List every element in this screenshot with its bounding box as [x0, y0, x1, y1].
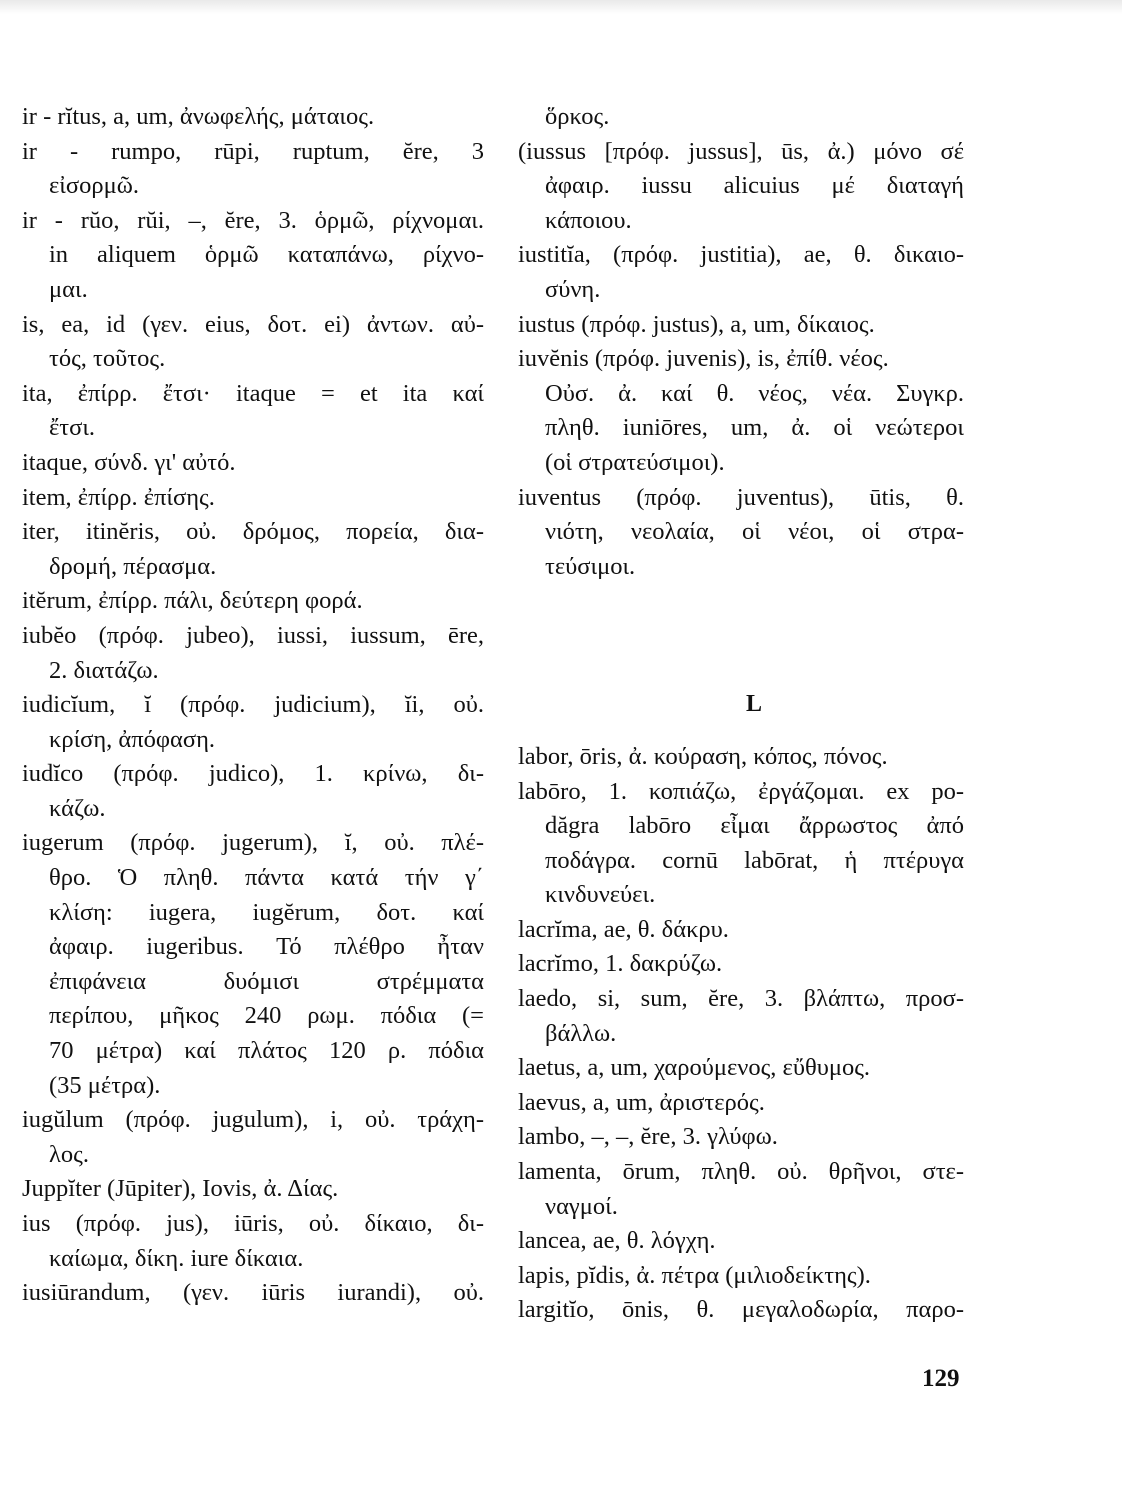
dictionary-line: λος.: [49, 1140, 89, 1168]
dictionary-line: περίπου, μῆκος 240 ρωμ. πόδια (=: [49, 1002, 484, 1030]
dictionary-line: ἐπιφάνεια δυόμισι στρέμματα: [49, 967, 484, 995]
dictionary-line: τεύσιμοι.: [545, 552, 636, 580]
dictionary-line: (οἱ στρατεύσιμοι).: [545, 448, 725, 476]
dictionary-line: (iussus [πρόφ. jussus], ūs, ἀ.) μόνο σέ: [518, 137, 964, 165]
dictionary-line: largitĭo, ōnis, θ. μεγαλοδωρία, παρο-: [518, 1296, 964, 1324]
dictionary-line: 2. διατάζω.: [49, 656, 159, 684]
dictionary-line: iter, itinĕris, οὐ. δρόμος, πορεία, δια-: [22, 518, 484, 546]
dictionary-line: iustus (πρόφ. justus), a, um, δίκαιος.: [518, 310, 875, 338]
dictionary-line: dăgra labōro εἶμαι ἄρρωστος ἀπό: [545, 812, 964, 840]
dictionary-line: iustitĭa, (πρόφ. justitia), ae, θ. δικαιο-: [518, 241, 964, 269]
dictionary-line: ἀφαιρ. iussu alicuius μέ διαταγή: [545, 172, 964, 200]
dictionary-line: ναγμοί.: [545, 1192, 618, 1220]
dictionary-line: lacrĭmo, 1. δακρύζω.: [518, 950, 723, 978]
dictionary-line: θρο. Ὁ πληθ. πάντα κατά τήν γ΄: [49, 864, 484, 892]
dictionary-line: laevus, a, um, ἀριστερός.: [518, 1088, 765, 1116]
dictionary-line: ita, ἐπίρρ. ἔτσι· itaque = et ita καί: [22, 379, 484, 407]
dictionary-line: ἔτσι.: [49, 414, 96, 442]
dictionary-line: μαι.: [49, 275, 88, 303]
dictionary-line: κρίση, ἀπόφαση.: [49, 725, 216, 753]
dictionary-line: labōro, 1. κοπιάζω, ἐργάζομαι. ex po-: [518, 777, 964, 805]
dictionary-line: ius (πρόφ. jus), iūris, οὐ. δίκαιο, δι-: [22, 1210, 484, 1237]
dictionary-line: iuventus (πρόφ. juventus), ūtis, θ.: [518, 483, 964, 511]
dictionary-line: is, ea, id (γεν. eius, δοτ. ei) ἀντων. αὐ-: [22, 310, 484, 338]
dictionary-line: βάλλω.: [545, 1019, 617, 1047]
right-column-top: [518, 100, 964, 584]
dictionary-line: ir - rĭtus, a, um, ἀνωφελής, μάταιος.: [22, 103, 375, 130]
dictionary-line: item, ἐπίρρ. ἐπίσης.: [22, 483, 215, 511]
section-letter-heading: L: [745, 691, 762, 718]
dictionary-line: itĕrum, ἐπίρρ. πάλι, δεύτερη φορά.: [22, 587, 363, 615]
dictionary-line: laetus, a, um, χαρούμενος, εὔθυμος.: [518, 1054, 871, 1082]
dictionary-line: Juppĭter (Jūpiter), Iovis, ἀ. Δίας.: [22, 1175, 339, 1203]
dictionary-line: δρομή, πέρασμα.: [49, 552, 217, 580]
dictionary-line: 70 μέτρα) καί πλάτος 120 ρ. πόδια: [49, 1037, 484, 1065]
dictionary-line: ποδάγρα. cornū labōrat, ἡ πτέρυγα: [545, 846, 964, 874]
dictionary-line: iuvĕnis (πρόφ. juvenis), is, ἐπίθ. νέος.: [518, 345, 889, 373]
dictionary-line: iugerum (πρόφ. jugerum), ĭ, οὐ. πλέ-: [22, 829, 484, 857]
dictionary-line: lacrĭma, ae, θ. δάκρυ.: [518, 915, 729, 943]
dictionary-line: νιότη, νεολαία, οἱ νέοι, οἱ στρα-: [545, 518, 964, 546]
dictionary-line: ir - rŭo, rŭi, –, ĕre, 3. ὁρμῶ, ρίχνομαι.: [22, 206, 484, 234]
dictionary-line: iubĕo (πρόφ. jubeo), iussi, iussum, ēre,: [22, 621, 484, 649]
dictionary-line: itaque, σύνδ. γι' αὐτό.: [22, 448, 236, 476]
dictionary-line: πληθ. iuniōres, um, ἀ. οἱ νεώτεροι: [545, 414, 964, 442]
dictionary-line: ὅρκος.: [545, 103, 610, 130]
right-column-bottom: [518, 740, 964, 1328]
page-number: 129: [922, 1365, 960, 1392]
dictionary-line: lambo, –, –, ĕre, 3. γλύφω.: [518, 1123, 778, 1151]
dictionary-line: lamenta, ōrum, πληθ. οὐ. θρῆνοι, στε-: [518, 1158, 964, 1186]
dictionary-line: κάζω.: [49, 794, 106, 822]
dictionary-line: iugŭlum (πρόφ. jugulum), i, οὐ. τράχη-: [22, 1106, 484, 1134]
section-gap: [518, 584, 964, 687]
dictionary-line: ir - rumpo, rūpi, ruptum, ĕre, 3: [22, 137, 484, 165]
dictionary-line: in aliquem ὁρμῶ καταπάνω, ρίχνο-: [49, 241, 484, 269]
dictionary-line: lapis, pĭdis, ἀ. πέτρα (μιλιοδείκτης).: [518, 1261, 871, 1289]
dictionary-line: κινδυνεύει.: [545, 881, 656, 909]
section-gap-after: [518, 722, 964, 740]
dictionary-line: Οὐσ. ἀ. καί θ. νέος, νέα. Συγκρ.: [545, 379, 964, 407]
dictionary-line: labor, ōris, ἀ. κούραση, κόπος, πόνος.: [518, 742, 888, 770]
dictionary-line: iudicĭum, ĭ (πρόφ. judicium), ĭi, οὐ.: [22, 691, 484, 719]
dictionary-line: (35 μέτρα).: [49, 1071, 161, 1099]
dictionary-line: iudĭco (πρόφ. judico), 1. κρίνω, δι-: [22, 760, 484, 788]
dictionary-line: κλίση: iugera, iugĕrum, δοτ. καί: [49, 898, 484, 926]
dictionary-line: τός, τοῦτος.: [49, 345, 166, 373]
right-column: [518, 100, 964, 1328]
dictionary-line: iusiūrandum, (γεν. iūris iurandi), οὐ.: [22, 1279, 484, 1307]
page-top-edge: [0, 0, 1122, 14]
dictionary-line: laedo, si, sum, ĕre, 3. βλάπτω, προσ-: [518, 985, 964, 1013]
dictionary-line: σύνη.: [545, 275, 601, 303]
dictionary-line: εἰσορμῶ.: [49, 172, 139, 200]
dictionary-line: κάποιου.: [545, 206, 632, 234]
dictionary-line: lancea, ae, θ. λόγχη.: [518, 1227, 716, 1255]
left-column: [22, 100, 484, 1311]
dictionary-line: καίωμα, δίκη. iure δίκαια.: [49, 1244, 304, 1272]
dictionary-line: ἀφαιρ. iugeribus. Τό πλέθρο ἦταν: [49, 933, 484, 961]
